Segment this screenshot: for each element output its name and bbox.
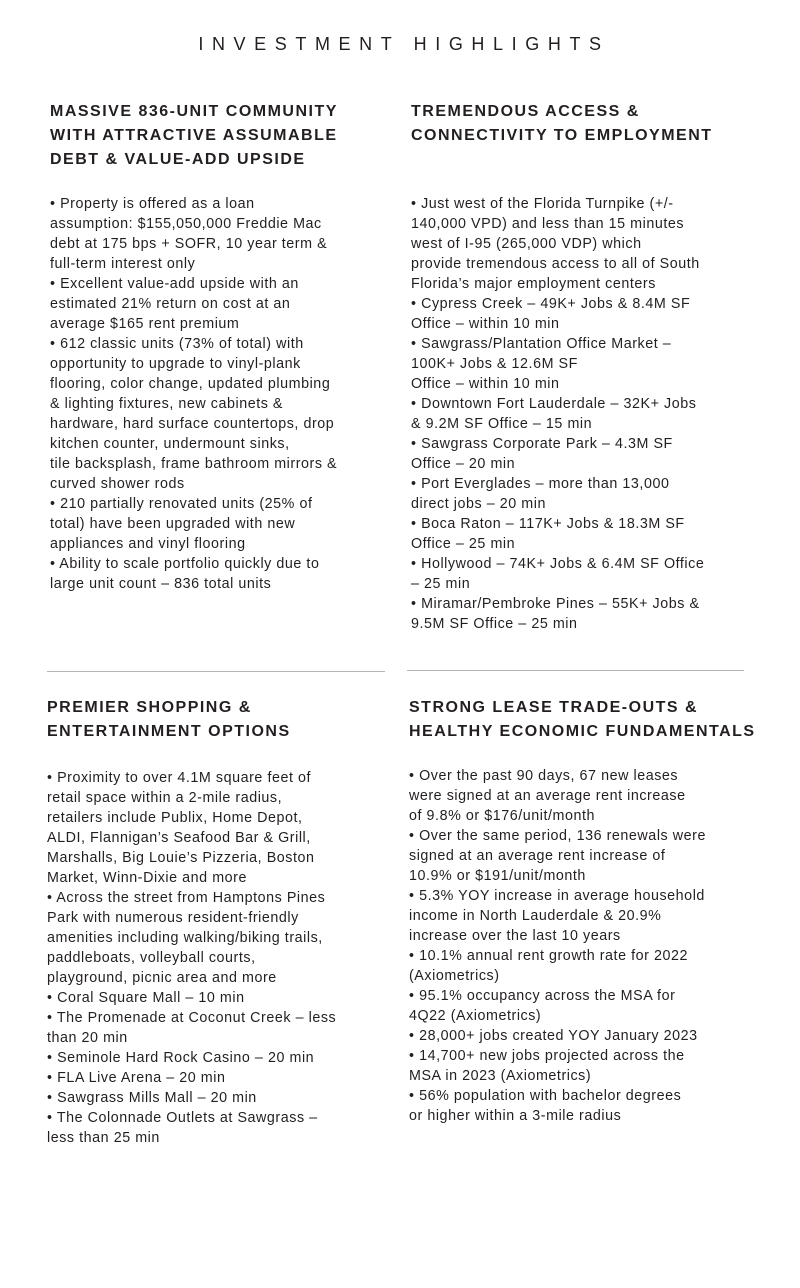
body-line: were signed at an average rent increase	[409, 788, 686, 804]
body-line: debt at 175 bps + SOFR, 10 year term &	[50, 236, 328, 252]
body-line: or higher within a 3-mile radius	[409, 1108, 622, 1124]
body-line: • FLA Live Arena – 20 min	[47, 1070, 226, 1086]
body-line: Office – 25 min	[411, 536, 516, 552]
body-line: • The Colonnade Outlets at Sawgrass –	[47, 1110, 318, 1126]
body-line: assumption: $155,050,000 Freddie Mac	[50, 216, 322, 232]
body-line: • Over the same period, 136 renewals were	[409, 828, 706, 844]
body-line: than 20 min	[47, 1030, 128, 1046]
body-line: • Proximity to over 4.1M square feet of	[47, 770, 312, 786]
body-line: MSA in 2023 (Axiometrics)	[409, 1068, 592, 1084]
body-line: of 9.8% or $176/unit/month	[409, 808, 595, 824]
page-title: INVESTMENT HIGHLIGHTS	[198, 34, 610, 54]
body-line: • Port Everglades – more than 13,000	[411, 476, 670, 492]
body-line: • Sawgrass/Plantation Office Market –	[411, 336, 672, 352]
section-title	[411, 100, 713, 148]
body-line: playground, picnic area and more	[47, 970, 277, 986]
body-line: estimated 21% return on cost at an	[50, 296, 291, 312]
body-line: • Downtown Fort Lauderdale – 32K+ Jobs	[411, 396, 697, 412]
body-line: • Hollywood – 74K+ Jobs & 6.4M SF Office	[411, 556, 705, 572]
body-line: west of I-95 (265,000 VDP) which	[411, 236, 642, 252]
section-body	[47, 768, 336, 1148]
body-line: • Excellent value-add upside with an	[50, 276, 299, 292]
body-line: • Property is offered as a loan	[50, 196, 255, 212]
body-line: Market, Winn-Dixie and more	[47, 870, 247, 886]
body-line: retail space within a 2-mile radius,	[47, 790, 283, 806]
body-line: amenities including walking/biking trails,	[47, 930, 323, 946]
body-line: • 612 classic units (73% of total) with	[50, 336, 304, 352]
body-line: income in North Lauderdale & 20.9%	[409, 908, 662, 924]
body-line: 9.5M SF Office – 25 min	[411, 616, 578, 632]
body-line: less than 25 min	[47, 1130, 160, 1146]
body-line: large unit count – 836 total units	[50, 576, 272, 592]
section-title-line: HEALTHY ECONOMIC FUNDAMENTALS	[409, 723, 756, 740]
body-line: • Boca Raton – 117K+ Jobs & 18.3M SF	[411, 516, 685, 532]
body-line: • The Promenade at Coconut Creek – less	[47, 1010, 337, 1026]
body-line: increase over the last 10 years	[409, 928, 621, 944]
body-line: signed at an average rent increase of	[409, 848, 666, 864]
body-line: paddleboats, volleyball courts,	[47, 950, 256, 966]
body-line: • 95.1% occupancy across the MSA for	[409, 988, 676, 1004]
body-line: & lighting fixtures, new cabinets &	[50, 396, 284, 412]
body-line: curved shower rods	[50, 476, 185, 492]
body-line: • Across the street from Hamptons Pines	[47, 890, 326, 906]
divider-right	[407, 670, 744, 671]
section-title-line: CONNECTIVITY TO EMPLOYMENT	[411, 127, 713, 144]
body-line: & 9.2M SF Office – 15 min	[411, 416, 593, 432]
body-line: • 5.3% YOY increase in average household	[409, 888, 705, 904]
body-line: • Sawgrass Corporate Park – 4.3M SF	[411, 436, 673, 452]
body-line: • Seminole Hard Rock Casino – 20 min	[47, 1050, 315, 1066]
section-body	[50, 194, 338, 594]
section-title-line: PREMIER SHOPPING &	[47, 699, 252, 716]
body-line: full-term interest only	[50, 256, 196, 272]
body-line: – 25 min	[411, 576, 471, 592]
body-line: appliances and vinyl flooring	[50, 536, 246, 552]
body-line: • 210 partially renovated units (25% of	[50, 496, 313, 512]
body-line: provide tremendous access to all of South	[411, 256, 700, 272]
section-title-line: ENTERTAINMENT OPTIONS	[47, 723, 291, 740]
section-title	[50, 100, 338, 172]
body-line: 10.9% or $191/unit/month	[409, 868, 586, 884]
body-line: total) have been upgraded with new	[50, 516, 296, 532]
section-access	[411, 100, 713, 634]
body-line: direct jobs – 20 min	[411, 496, 546, 512]
body-line: • 56% population with bachelor degrees	[409, 1088, 682, 1104]
body-line: • Sawgrass Mills Mall – 20 min	[47, 1090, 257, 1106]
body-line: 4Q22 (Axiometrics)	[409, 1008, 542, 1024]
section-title-line: MASSIVE 836-UNIT COMMUNITY	[50, 103, 338, 120]
body-line: • Just west of the Florida Turnpike (+/-	[411, 196, 674, 212]
body-line: average $165 rent premium	[50, 316, 240, 332]
section-fundamentals	[409, 696, 756, 1126]
body-line: • Coral Square Mall – 10 min	[47, 990, 245, 1006]
section-title	[47, 696, 336, 744]
section-body	[409, 766, 756, 1126]
body-line: Office – within 10 min	[411, 316, 560, 332]
body-line: tile backsplash, frame bathroom mirrors &	[50, 456, 338, 472]
body-line: • Miramar/Pembroke Pines – 55K+ Jobs &	[411, 596, 700, 612]
body-line: flooring, color change, updated plumbing	[50, 376, 331, 392]
section-shopping	[47, 696, 336, 1148]
body-line: retailers include Publix, Home Depot,	[47, 810, 303, 826]
section-body	[411, 194, 713, 634]
body-line: Office – 20 min	[411, 456, 516, 472]
body-line: ALDI, Flannigan’s Seafood Bar & Grill,	[47, 830, 311, 846]
body-line: Marshalls, Big Louie’s Pizzeria, Boston	[47, 850, 315, 866]
section-title-line: STRONG LEASE TRADE-OUTS &	[409, 699, 699, 716]
body-line: • Ability to scale portfolio quickly due to	[50, 556, 320, 572]
body-line: Office – within 10 min	[411, 376, 560, 392]
section-value-add	[50, 100, 338, 594]
body-line: hardware, hard surface countertops, drop	[50, 416, 335, 432]
body-line: Park with numerous resident-friendly	[47, 910, 299, 926]
body-line: • 28,000+ jobs created YOY January 2023	[409, 1028, 698, 1044]
body-line: • 10.1% annual rent growth rate for 2022	[409, 948, 688, 964]
divider-left	[47, 671, 385, 672]
body-line: Florida’s major employment centers	[411, 276, 656, 292]
body-line: (Axiometrics)	[409, 968, 500, 984]
body-line: • Over the past 90 days, 67 new leases	[409, 768, 679, 784]
body-line: kitchen counter, undermount sinks,	[50, 436, 290, 452]
body-line: opportunity to upgrade to vinyl-plank	[50, 356, 301, 372]
body-line: • 14,700+ new jobs projected across the	[409, 1048, 685, 1064]
body-line: 100K+ Jobs & 12.6M SF	[411, 356, 578, 372]
section-title	[409, 696, 756, 744]
body-line: 140,000 VPD) and less than 15 minutes	[411, 216, 685, 232]
section-title-line: TREMENDOUS ACCESS &	[411, 103, 640, 120]
section-title-line: WITH ATTRACTIVE ASSUMABLE	[50, 127, 338, 144]
section-title-line: DEBT & VALUE-ADD UPSIDE	[50, 151, 306, 168]
body-line: • Cypress Creek – 49K+ Jobs & 8.4M SF	[411, 296, 691, 312]
